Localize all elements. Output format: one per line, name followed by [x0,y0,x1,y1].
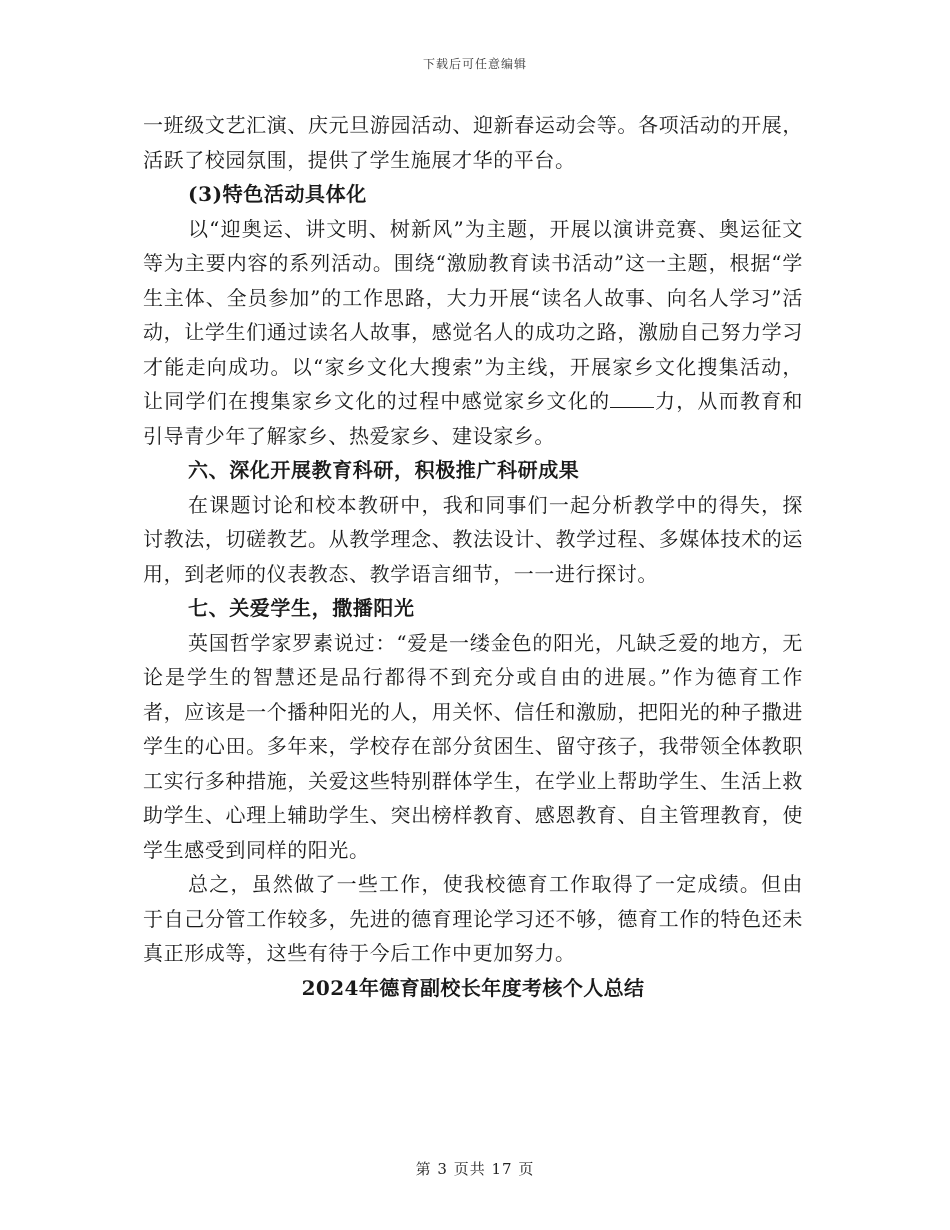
document-body [143,108,803,1005]
paragraph-care-students: 英国哲学家罗素说过：“爱是一缕金色的阳光，凡缺乏爱的地方，无论是学生的智慧还是品行都得不到充分或自由的进展。”作为德育工作者，应该是一个播种阳光的人，用关怀、信任和激励，把阳光的种子撒进学生的心田。多年来，学校存在部分贫困生、留守孩子，我带领全体教职工实行多种措施，关爱这些特别群体学生，在学业上帮助学生、生活上救助学生、心理上辅助学生、突出榜样教育、感恩教育、自主管理教育，使学生感受到同样的阳光。 [143,630,803,862]
fill-in-blank [610,406,654,408]
heading-section-six: 六、深化开展教育科研，积极推广科研成果 [188,458,580,482]
paragraph-activities-continued: 一班级文艺汇演、庆元旦游园活动、迎新春运动会等。各项活动的开展，活跃了校园氛围，提供了学生施展才华的平台。 [143,113,803,172]
heading-featured-activities: (3)特色活动具体化 [188,182,367,206]
heading-section-seven: 七、关爱学生，撒播阳光 [188,596,415,620]
paragraph-conclusion: 总之，虽然做了一些工作，使我校德育工作取得了一定成绩。但由于自己分管工作较多，先进的德育理论学习还不够，德育工作的特色还未真正形成等，这些有待于今后工作中更加努力。 [143,872,803,965]
next-document-title: 2024年德育副校长年度考核个人总结 [301,975,645,1000]
header-note: 下载后可任意编辑 [422,57,527,71]
paragraph-text-after-blank: 力，从而教育和引导青少年了解家乡、热爱家乡、建设家乡。 [143,389,804,448]
paragraph-featured-activities [143,212,803,454]
paragraph-text-before-blank: 以“迎奥运、讲文明、树新风”为主题，开展以演讲竞赛、奥运征文等为主要内容的系列活动。围绕“激励教育读书活动”这一主题，根据“学生主体、全员参加”的工作思路，大力开展“读名人故事、向名人学习”活动，让学生们通过读名人故事，感觉名人的成功之路，激励自己努力学习才能走向成功。以“家乡文化大搜索”为主线，开展家乡文化搜集活动，让同学们在搜集家乡文化的过程中感觉家乡文化的 [143,216,803,413]
paragraph-research: 在课题讨论和校本教研中，我和同事们一起分析教学中的得失，探讨教法，切磋教艺。从教学理念、教法设计、教学过程、多媒体技术的运用，到老师的仪表教态、教学语言细节，一一进行探讨。 [143,492,803,586]
page-number-footer: 第 3 页共 17 页 [415,1160,535,1178]
